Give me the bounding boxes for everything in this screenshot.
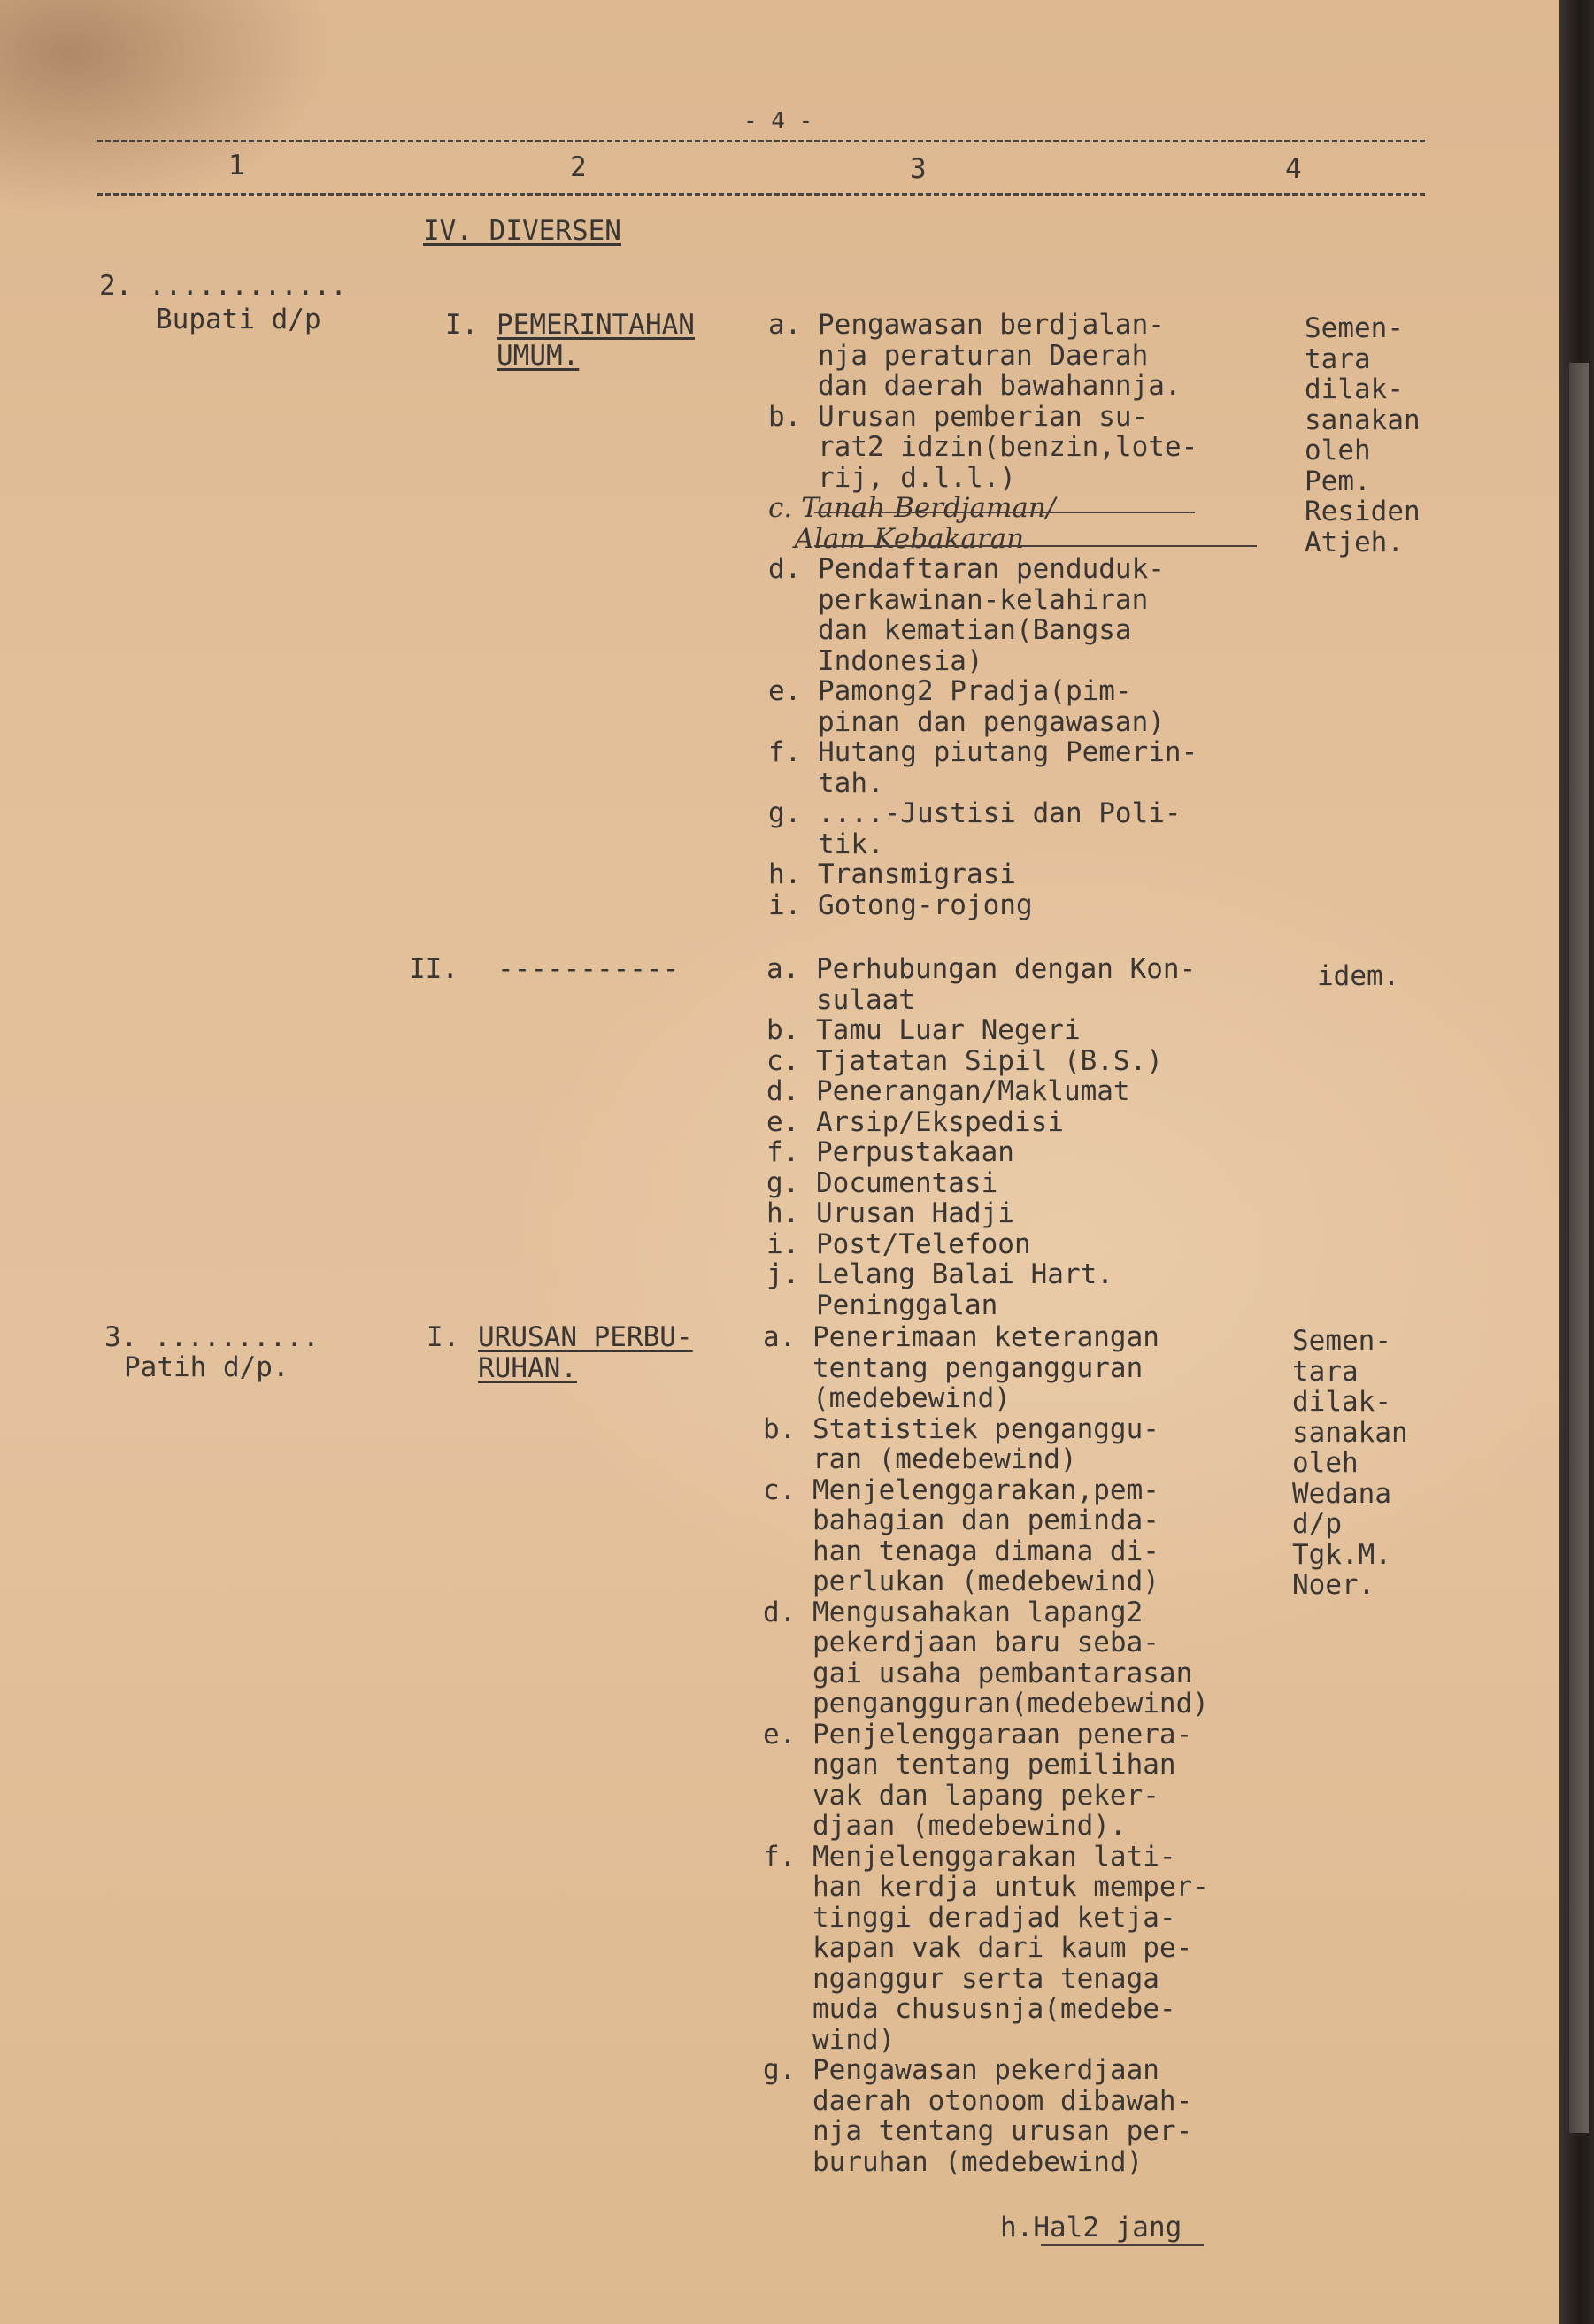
task-line: b. Tamu Luar Negeri <box>766 1014 1081 1046</box>
remark-line: Semen- <box>1305 312 1404 344</box>
task-line: tik. <box>768 827 884 860</box>
task-line: a. Penerimaan keterangan <box>763 1321 1159 1353</box>
task-line: d. Pendaftaran penduduk- <box>768 553 1165 585</box>
group-roman: I. <box>427 1321 460 1353</box>
entry-number: 2. ............ <box>99 270 347 302</box>
task-line: e. Arsip/Ekspedisi <box>766 1105 1064 1138</box>
column-number-4: 4 <box>1285 153 1302 185</box>
section-title: IV. DIVERSEN <box>423 215 621 247</box>
task-line: pekerdjaan baru seba- <box>763 1627 1159 1658</box>
task-line: nganggur serta tenaga <box>763 1962 1159 1995</box>
task-line: e. Penjelenggaraan penera- <box>763 1718 1193 1751</box>
task-line: tentang pengangguran <box>763 1351 1144 1384</box>
task-line: g. Documentasi <box>766 1166 998 1199</box>
task-line: kapan vak dari kaum pe- <box>763 1932 1193 1964</box>
column-number-3: 3 <box>910 153 927 185</box>
task-line: rij, d.l.l.) <box>768 461 1016 494</box>
remark-line: d/p <box>1292 1508 1342 1540</box>
task-line: han kerdja untuk memper- <box>763 1871 1209 1903</box>
task-line: f. Perpustakaan <box>766 1136 1014 1168</box>
remark-line: oleh <box>1292 1447 1359 1479</box>
task-line: vak dan lapang peker- <box>763 1779 1159 1812</box>
task-line: h. Transmigrasi <box>768 858 1016 890</box>
group-name-line: RUHAN. <box>478 1351 577 1384</box>
entry-official: Patih d/p. <box>124 1351 289 1383</box>
remark <box>1292 1326 1408 1601</box>
remark-line: Atjeh. <box>1305 526 1404 558</box>
group-name <box>478 1322 693 1383</box>
strikethrough-line <box>814 545 1257 547</box>
group-name-line: UMUM. <box>497 339 580 372</box>
task-line: ran (medebewind) <box>763 1443 1077 1475</box>
task-line-handwritten: Alam Kebakaran <box>768 522 1025 555</box>
task-line: djaan (medebewind). <box>763 1810 1127 1842</box>
entry-number: 3. .......... <box>104 1321 320 1353</box>
task-list <box>766 954 1196 1320</box>
task-line: i. Post/Telefoon <box>766 1227 1031 1260</box>
remark-line: oleh <box>1305 435 1371 466</box>
task-line: d. Penerangan/Maklumat <box>766 1075 1130 1107</box>
task-line: perlukan (medebewind) <box>763 1566 1159 1597</box>
task-line-handwritten: c. Tanah Berdjaman/ <box>768 492 1056 524</box>
task-line: daerah otonoom dibawah- <box>763 2084 1193 2117</box>
page-edge <box>1559 0 1594 2324</box>
column-number-1: 1 <box>228 150 245 181</box>
header-rule-top <box>97 140 1425 142</box>
remark-line: Tgk.M. <box>1292 1538 1391 1571</box>
group-name: ----------- <box>497 953 680 985</box>
task-line: i. Gotong-rojong <box>768 889 1033 921</box>
task-line: dan kematian(Bangsa <box>768 614 1132 646</box>
task-line: Peninggalan <box>766 1289 998 1321</box>
remark <box>1305 313 1421 558</box>
task-line: d. Mengusahakan lapang2 <box>763 1596 1144 1628</box>
task-line: tinggi deradjad ketja- <box>763 1901 1176 1934</box>
remark-line: dilak- <box>1305 373 1404 405</box>
remark-line: Wedana <box>1292 1477 1391 1510</box>
task-line: h. Urusan Hadji <box>766 1197 1014 1229</box>
remark-line: dilak- <box>1292 1386 1391 1418</box>
group-name <box>497 310 695 371</box>
column-number-2: 2 <box>570 151 587 183</box>
task-line: Indonesia) <box>768 644 983 677</box>
remark: idem. <box>1317 960 1400 992</box>
remark-line: sanakan <box>1292 1416 1408 1449</box>
remark-line: Noer. <box>1292 1569 1375 1601</box>
page-mark: - 4 - <box>743 108 813 135</box>
remark-line: Residen <box>1305 496 1421 527</box>
task-line: sulaat <box>766 983 915 1016</box>
task-line: f. Hutang piutang Pemerin- <box>768 736 1198 768</box>
task-line: ngan tentang pemilihan <box>763 1749 1176 1781</box>
task-list <box>768 310 1197 920</box>
task-list <box>763 1322 1209 2177</box>
catchword-underline <box>1041 2244 1204 2246</box>
task-line: muda chususnja(medebe- <box>763 1993 1176 2025</box>
group-roman: I. <box>445 309 479 341</box>
task-line: j. Lelang Balai Hart. <box>766 1258 1113 1290</box>
task-line: c. Tjatatan Sipil (B.S.) <box>766 1044 1163 1077</box>
remark-line: tara <box>1292 1355 1359 1388</box>
task-line: c. Menjelenggarakan,pem- <box>763 1474 1159 1506</box>
task-line: f. Menjelenggarakan lati- <box>763 1840 1176 1873</box>
task-line: a. Pengawasan berdjalan- <box>768 309 1165 341</box>
task-line: pengangguran(medebewind) <box>763 1688 1209 1720</box>
task-line: bahagian dan peminda- <box>763 1504 1159 1536</box>
task-line: a. Perhubungan dengan Kon- <box>766 953 1197 985</box>
underlying-sheet <box>1569 363 1589 2133</box>
remark-line: Semen- <box>1292 1325 1391 1357</box>
remark-line: tara <box>1305 342 1371 375</box>
task-line: gai usaha pembantarasan <box>763 1657 1193 1689</box>
task-line: tah. <box>768 766 884 799</box>
group-roman: II. <box>409 953 458 985</box>
task-line: (medebewind) <box>763 1382 1011 1414</box>
task-line: nja peraturan Daerah <box>768 339 1149 372</box>
task-line: pinan dan pengawasan) <box>768 705 1165 738</box>
task-line: e. Pamong2 Pradja(pim- <box>768 675 1132 707</box>
header-rule-bottom <box>97 193 1425 196</box>
task-line: wind) <box>763 2023 896 2056</box>
remark-line: Pem. <box>1305 465 1371 497</box>
group-name-line: URUSAN PERBU- <box>478 1321 693 1353</box>
task-line: dan daerah bawahannja. <box>768 370 1182 402</box>
task-line: b. Urusan pemberian su- <box>768 400 1149 433</box>
strikethrough-line <box>814 512 1195 513</box>
task-line: buruhan (medebewind) <box>763 2145 1144 2178</box>
group-name-line: PEMERINTAHAN <box>497 309 695 341</box>
task-line: g. ....-Justisi dan Poli- <box>768 797 1182 829</box>
task-line: nja tentang urusan per- <box>763 2115 1193 2147</box>
task-line: g. Pengawasan pekerdjaan <box>763 2054 1159 2086</box>
task-line: han tenaga dimana di- <box>763 1535 1159 1567</box>
task-line: perkawinan-kelahiran <box>768 583 1149 616</box>
remark-line: sanakan <box>1305 404 1421 436</box>
entry-official: Bupati d/p <box>156 304 321 335</box>
continuation-catchword: h.Hal2 jang <box>1000 2212 1182 2243</box>
task-line: b. Statistiek penganggu- <box>763 1412 1159 1445</box>
task-line: rat2 idzin(benzin,lote- <box>768 431 1198 463</box>
